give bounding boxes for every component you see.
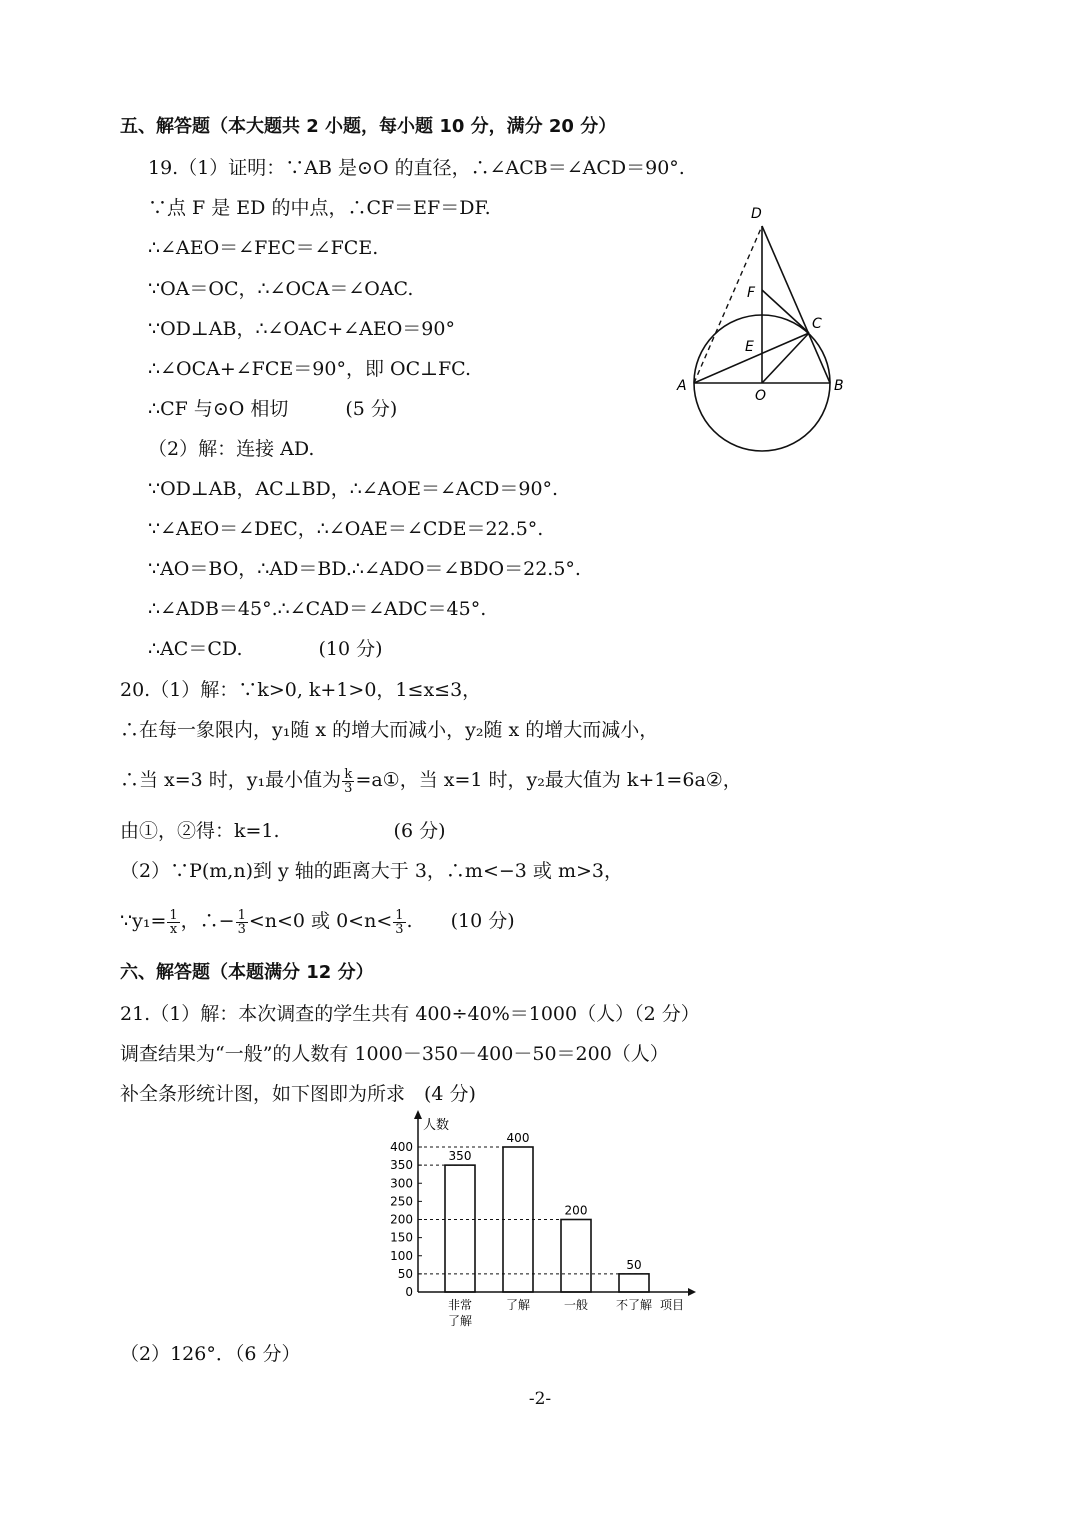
section-5-heading: 五、解答题（本大题共 2 小题，每小题 10 分，满分 20 分） <box>120 116 617 137</box>
fraction-numerator: 1 <box>395 907 404 923</box>
q19-line-10: ∵∠AEO＝∠DEC，∴∠OAE＝∠CDE＝22.5°. <box>148 518 544 540</box>
q20-line-4: 由①，②得：k=1. (6 分) <box>120 820 446 842</box>
q19-line-6: ∴∠OCA+∠FCE＝90°，即 OC⊥FC. <box>148 358 472 380</box>
fraction-denominator: 3 <box>237 921 246 937</box>
y-tick-label: 150 <box>390 1230 413 1245</box>
label-o: O <box>755 388 767 404</box>
q19-line-2: ∵点 F 是 ED 的中点，∴CF＝EF＝DF. <box>148 197 491 219</box>
fraction-k-over-3 <box>342 768 354 795</box>
q20-line-5: （2）∵P(m,n)到 y 轴的距离大于 3，∴m<−3 或 m>3， <box>120 860 623 882</box>
label-b: B <box>834 378 844 394</box>
q21-line-2: 调查结果为“一般”的人数有 1000－350－400－50＝200（人） <box>120 1043 669 1065</box>
label-c: C <box>812 316 822 332</box>
q19-line-11: ∵AO＝BO，∴AD＝BD.∴∠ADO＝∠BDO＝22.5°. <box>148 558 581 580</box>
q19-line-7: ∴CF 与⊙O 相切 (5 分) <box>148 398 398 420</box>
q21-line-3: 补全条形统计图，如下图即为所求 (4 分) <box>120 1083 476 1105</box>
fraction-1-over-x <box>167 909 179 936</box>
fraction-numerator: 1 <box>237 907 246 923</box>
bar-value-label: 50 <box>626 1257 642 1272</box>
q19-line-12: ∴∠ADB＝45°.∴∠CAD＝∠ADC＝45°. <box>148 598 487 620</box>
q20-line-6 <box>120 908 515 936</box>
bar-value-label: 350 <box>448 1149 472 1164</box>
page-number: -2- <box>528 1389 552 1409</box>
bar <box>561 1220 591 1293</box>
segment-fc <box>762 290 809 333</box>
q19-line-3: ∴∠AEO＝∠FEC＝∠FCE. <box>148 237 379 259</box>
q19-line-1: 19.（1）证明：∵AB 是⊙O 的直径，∴∠ACB＝∠ACD＝90°. <box>148 157 685 179</box>
label-a: A <box>677 378 687 394</box>
fraction-numerator: k <box>342 768 354 782</box>
segment-oc <box>762 333 809 383</box>
y-tick-label: 250 <box>390 1194 413 1209</box>
bar <box>445 1165 475 1292</box>
category-label: 不了解 <box>615 1298 653 1312</box>
q20-line-6-part-c: <n<0 或 0<n< <box>248 910 393 932</box>
y-tick-label: 200 <box>390 1212 413 1227</box>
y-tick-label: 400 <box>390 1140 413 1154</box>
q20-line-6-part-d: . (10 分) <box>406 910 515 932</box>
q21-line-4: （2）126°．（6 分） <box>120 1343 301 1365</box>
y-axis-label: 人数 <box>423 1118 450 1133</box>
segment-db <box>762 226 830 383</box>
q20-line-6-part-b: ，∴− <box>180 910 235 932</box>
bar-value-label: 400 <box>506 1131 530 1145</box>
fraction-denominator: x <box>169 921 178 937</box>
fraction-denominator: 3 <box>344 780 353 796</box>
category-label: 了解 <box>447 1314 473 1328</box>
bar <box>619 1274 649 1292</box>
fraction-denominator: 3 <box>395 921 404 937</box>
q19-line-4: ∵OA＝OC，∴∠OCA＝∠OAC. <box>148 278 414 300</box>
q19-line-9: ∵OD⊥AB，AC⊥BD，∴∠AOE＝∠ACD＝90°. <box>148 478 559 500</box>
q19-line-13: ∴AC＝CD. (10 分) <box>148 638 383 660</box>
q19-line-8: （2）解：连接 AD. <box>148 438 315 460</box>
q20-line-3-part-b: =a①，当 x=1 时，y₂最大值为 k+1=6a②， <box>355 769 742 791</box>
category-label: 非常 <box>447 1298 473 1312</box>
label-f: F <box>747 285 756 301</box>
q21-line-1: 21.（1）解：本次调查的学生共有 400÷40%＝1000（人）（2 分） <box>120 1003 700 1025</box>
category-label: 一般 <box>563 1298 589 1312</box>
y-tick-label: 0 <box>405 1285 413 1299</box>
y-tick-label: 300 <box>390 1176 413 1191</box>
label-d: D <box>751 206 762 222</box>
q19-line-5: ∵OD⊥AB，∴∠OAC+∠AEO＝90° <box>148 318 455 340</box>
category-label: 了解 <box>505 1298 531 1312</box>
y-axis-arrow <box>414 1110 422 1119</box>
fraction-numerator: 1 <box>169 907 178 923</box>
segment-ad-dashed <box>694 226 762 383</box>
bar-chart <box>370 1105 710 1335</box>
geometry-figure <box>660 195 860 465</box>
y-tick-label: 50 <box>397 1266 413 1281</box>
fraction-1-over-3 <box>393 909 405 936</box>
q20-line-3 <box>120 767 742 795</box>
q20-line-3-part-a: ∴当 x=3 时，y₁最小值为 <box>120 769 342 791</box>
y-tick-label: 100 <box>390 1248 413 1263</box>
x-axis-label: 项目 <box>660 1298 685 1312</box>
fraction-1-over-3 <box>236 909 248 936</box>
x-axis-arrow <box>688 1288 696 1296</box>
y-tick-label: 350 <box>390 1158 413 1173</box>
bar-value-label: 200 <box>564 1203 588 1218</box>
label-e: E <box>745 339 754 355</box>
q20-line-1: 20.（1）解：∵k>0, k+1>0，1≤x≤3， <box>120 679 482 701</box>
q20-line-2: ∴在每一象限内，y₁随 x 的增大而减小，y₂随 x 的增大而减小， <box>120 719 659 741</box>
q20-line-6-part-a: ∵y₁= <box>120 910 167 932</box>
section-6-heading: 六、解答题（本题满分 12 分） <box>120 962 374 983</box>
